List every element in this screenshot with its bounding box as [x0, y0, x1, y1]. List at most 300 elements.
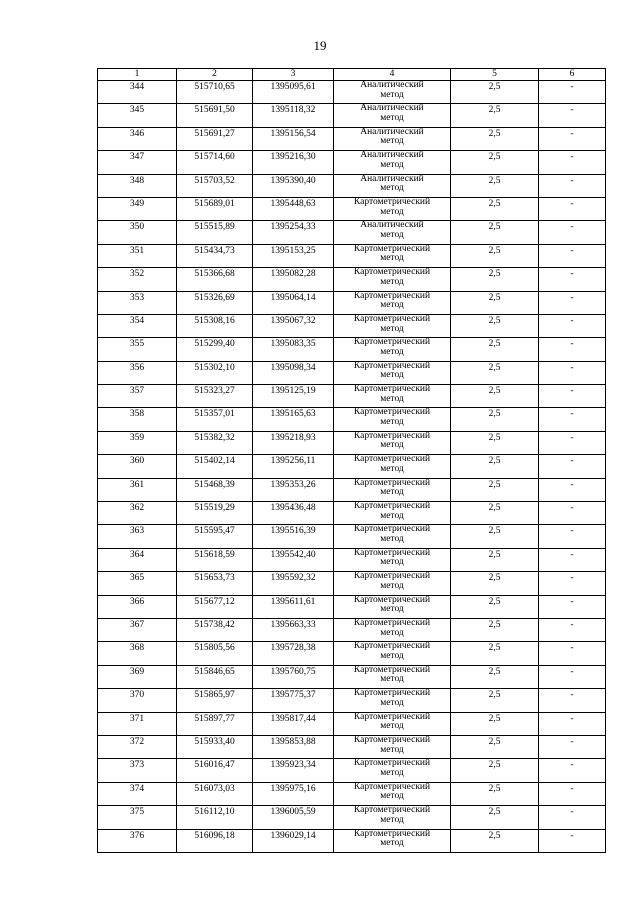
table-row: [98, 712, 606, 735]
point-number-cell: 348: [98, 174, 177, 197]
method-line-2: метод: [380, 627, 404, 638]
table-row: [98, 806, 606, 829]
y-coordinate-cell: 1395064,14: [253, 291, 334, 314]
method-line-1: Картометрический: [353, 267, 431, 278]
point-number-cell: 346: [98, 127, 177, 150]
table-row: [98, 314, 606, 337]
method-cell: [334, 268, 451, 291]
method-line-2: метод: [380, 323, 404, 334]
x-coordinate-cell: 515595,47: [177, 525, 253, 548]
x-coordinate-cell: 515714,60: [177, 151, 253, 174]
point-number-cell: 361: [98, 478, 177, 501]
table-row: [98, 431, 606, 454]
x-coordinate-cell: 515689,01: [177, 197, 253, 220]
method-cell: [334, 618, 451, 641]
table-row: [98, 595, 606, 618]
table-row: [98, 478, 606, 501]
table-row: [98, 361, 606, 384]
note-cell: -: [539, 455, 606, 478]
method-cell: [334, 244, 451, 267]
accuracy-cell: 2,5: [451, 361, 539, 384]
y-coordinate-cell: 1395165,63: [253, 408, 334, 431]
note-cell: -: [539, 548, 606, 571]
y-coordinate-cell: 1395353,26: [253, 478, 334, 501]
method-line-1: Аналитический: [360, 80, 424, 90]
method-line-2: метод: [380, 159, 404, 170]
method-cell: [334, 595, 451, 618]
method-cell: [334, 221, 451, 244]
method-line-1: Картометрический: [353, 430, 431, 441]
method-cell: [334, 104, 451, 127]
method-line-1: Картометрический: [353, 454, 431, 465]
table-row: [98, 572, 606, 595]
method-line-2: метод: [380, 229, 404, 240]
page-number: 19: [313, 38, 327, 53]
point-number-cell: 359: [98, 431, 177, 454]
note-cell: -: [539, 268, 606, 291]
column-header: 2: [177, 69, 253, 81]
point-number-cell: 357: [98, 385, 177, 408]
table-row: [98, 338, 606, 361]
method-line-2: метод: [380, 650, 404, 661]
accuracy-cell: 2,5: [451, 665, 539, 688]
table-row: [98, 782, 606, 805]
table-row: [98, 291, 606, 314]
accuracy-cell: 2,5: [451, 548, 539, 571]
y-coordinate-cell: 1395118,32: [253, 104, 334, 127]
y-coordinate-cell: 1395254,33: [253, 221, 334, 244]
y-coordinate-cell: 1395082,28: [253, 268, 334, 291]
note-cell: -: [539, 361, 606, 384]
method-line-1: Картометрический: [353, 734, 431, 745]
x-coordinate-cell: 515738,42: [177, 618, 253, 641]
note-cell: -: [539, 127, 606, 150]
method-line-2: метод: [380, 534, 404, 545]
column-header: 6: [539, 69, 606, 81]
method-cell: [334, 782, 451, 805]
y-coordinate-cell: 1395256,11: [253, 455, 334, 478]
method-cell: [334, 478, 451, 501]
method-line-2: метод: [380, 183, 404, 194]
method-cell: [334, 525, 451, 548]
method-line-1: Картометрический: [353, 781, 431, 792]
method-cell: [334, 642, 451, 665]
method-cell: [334, 502, 451, 525]
accuracy-cell: 2,5: [451, 712, 539, 735]
x-coordinate-cell: 515846,65: [177, 665, 253, 688]
x-coordinate-cell: 515434,73: [177, 244, 253, 267]
x-coordinate-cell: 515323,27: [177, 385, 253, 408]
note-cell: -: [539, 525, 606, 548]
accuracy-cell: 2,5: [451, 618, 539, 641]
point-number-cell: 353: [98, 291, 177, 314]
y-coordinate-cell: 1395853,88: [253, 735, 334, 758]
method-cell: [334, 361, 451, 384]
x-coordinate-cell: 515299,40: [177, 338, 253, 361]
method-line-2: метод: [380, 206, 404, 217]
method-line-2: метод: [380, 393, 404, 404]
method-cell: [334, 665, 451, 688]
point-number-cell: 356: [98, 361, 177, 384]
accuracy-cell: 2,5: [451, 314, 539, 337]
x-coordinate-cell: 515897,77: [177, 712, 253, 735]
y-coordinate-cell: 1395448,63: [253, 197, 334, 220]
accuracy-cell: 2,5: [451, 151, 539, 174]
method-line-2: метод: [380, 370, 404, 381]
column-header: 5: [451, 69, 539, 81]
method-line-2: метод: [380, 136, 404, 147]
accuracy-cell: 2,5: [451, 291, 539, 314]
method-line-1: Картометрический: [353, 313, 431, 324]
x-coordinate-cell: 515691,50: [177, 104, 253, 127]
point-number-cell: 360: [98, 455, 177, 478]
y-coordinate-cell: 1396029,14: [253, 829, 334, 852]
method-line-1: Картометрический: [353, 758, 431, 769]
y-coordinate-cell: 1395663,33: [253, 618, 334, 641]
accuracy-cell: 2,5: [451, 221, 539, 244]
method-line-2: метод: [380, 814, 404, 825]
accuracy-cell: 2,5: [451, 455, 539, 478]
x-coordinate-cell: 516112,10: [177, 806, 253, 829]
point-number-cell: 345: [98, 104, 177, 127]
table-row: [98, 502, 606, 525]
table-row: [98, 221, 606, 244]
method-cell: [334, 385, 451, 408]
note-cell: -: [539, 595, 606, 618]
y-coordinate-cell: 1395390,40: [253, 174, 334, 197]
x-coordinate-cell: 515933,40: [177, 735, 253, 758]
accuracy-cell: 2,5: [451, 338, 539, 361]
accuracy-cell: 2,5: [451, 829, 539, 852]
x-coordinate-cell: 515515,89: [177, 221, 253, 244]
method-line-2: метод: [380, 557, 404, 568]
method-line-1: Картометрический: [353, 243, 431, 254]
note-cell: -: [539, 338, 606, 361]
table-row: [98, 759, 606, 782]
accuracy-cell: 2,5: [451, 268, 539, 291]
accuracy-cell: 2,5: [451, 689, 539, 712]
method-cell: [334, 759, 451, 782]
accuracy-cell: 2,5: [451, 595, 539, 618]
method-line-1: Картометрический: [353, 477, 431, 488]
point-number-cell: 367: [98, 618, 177, 641]
note-cell: -: [539, 408, 606, 431]
method-line-1: Картометрический: [353, 547, 431, 558]
y-coordinate-cell: 1395218,93: [253, 431, 334, 454]
note-cell: -: [539, 829, 606, 852]
method-line-2: метод: [380, 253, 404, 264]
table-row: [98, 618, 606, 641]
y-coordinate-cell: 1395067,32: [253, 314, 334, 337]
note-cell: -: [539, 104, 606, 127]
accuracy-cell: 2,5: [451, 735, 539, 758]
accuracy-cell: 2,5: [451, 174, 539, 197]
method-cell: [334, 81, 451, 104]
y-coordinate-cell: 1395436,48: [253, 502, 334, 525]
column-header: 1: [98, 69, 177, 81]
accuracy-cell: 2,5: [451, 572, 539, 595]
table-row: [98, 268, 606, 291]
method-line-2: метод: [380, 580, 404, 591]
table-body: [98, 81, 606, 853]
note-cell: -: [539, 431, 606, 454]
method-cell: [334, 689, 451, 712]
note-cell: -: [539, 712, 606, 735]
note-cell: -: [539, 572, 606, 595]
accuracy-cell: 2,5: [451, 385, 539, 408]
y-coordinate-cell: 1395592,32: [253, 572, 334, 595]
point-number-cell: 370: [98, 689, 177, 712]
y-coordinate-cell: 1395216,30: [253, 151, 334, 174]
method-cell: [334, 548, 451, 571]
accuracy-cell: 2,5: [451, 81, 539, 104]
note-cell: -: [539, 151, 606, 174]
note-cell: -: [539, 665, 606, 688]
method-cell: [334, 572, 451, 595]
method-cell: [334, 431, 451, 454]
method-line-2: метод: [380, 721, 404, 732]
accuracy-cell: 2,5: [451, 759, 539, 782]
x-coordinate-cell: 515382,32: [177, 431, 253, 454]
method-line-1: Аналитический: [360, 220, 424, 231]
method-cell: [334, 408, 451, 431]
method-line-1: Картометрический: [353, 360, 431, 371]
method-line-2: метод: [380, 487, 404, 498]
method-line-1: Картометрический: [353, 384, 431, 395]
point-number-cell: 354: [98, 314, 177, 337]
method-line-1: Картометрический: [353, 290, 431, 301]
point-number-cell: 376: [98, 829, 177, 852]
table-row: [98, 385, 606, 408]
column-header: 4: [334, 69, 451, 81]
table-row: [98, 151, 606, 174]
point-number-cell: 366: [98, 595, 177, 618]
method-cell: [334, 829, 451, 852]
method-line-1: Аналитический: [360, 103, 424, 114]
method-cell: [334, 151, 451, 174]
table-row: [98, 104, 606, 127]
x-coordinate-cell: 515519,29: [177, 502, 253, 525]
x-coordinate-cell: 515366,68: [177, 268, 253, 291]
point-number-cell: 347: [98, 151, 177, 174]
method-cell: [334, 735, 451, 758]
note-cell: -: [539, 314, 606, 337]
x-coordinate-cell: 515308,16: [177, 314, 253, 337]
point-number-cell: 364: [98, 548, 177, 571]
y-coordinate-cell: 1395095,61: [253, 81, 334, 104]
y-coordinate-cell: 1395156,54: [253, 127, 334, 150]
note-cell: -: [539, 478, 606, 501]
point-number-cell: 372: [98, 735, 177, 758]
point-number-cell: 375: [98, 806, 177, 829]
accuracy-cell: 2,5: [451, 431, 539, 454]
method-line-2: метод: [380, 510, 404, 521]
note-cell: -: [539, 385, 606, 408]
table-header-row: [98, 69, 606, 81]
method-line-1: Картометрический: [353, 524, 431, 535]
method-line-1: Картометрический: [353, 571, 431, 582]
method-line-1: Аналитический: [360, 150, 424, 161]
y-coordinate-cell: 1395516,39: [253, 525, 334, 548]
method-line-1: Картометрический: [353, 594, 431, 605]
note-cell: -: [539, 782, 606, 805]
point-number-cell: 365: [98, 572, 177, 595]
table-row: [98, 408, 606, 431]
y-coordinate-cell: 1395125,19: [253, 385, 334, 408]
method-line-1: Картометрический: [353, 828, 431, 839]
table-row: [98, 197, 606, 220]
table-row: [98, 174, 606, 197]
accuracy-cell: 2,5: [451, 104, 539, 127]
method-line-1: Картометрический: [353, 196, 431, 207]
note-cell: -: [539, 174, 606, 197]
method-line-2: метод: [380, 112, 404, 123]
note-cell: -: [539, 735, 606, 758]
table-row: [98, 548, 606, 571]
method-line-1: Аналитический: [360, 126, 424, 137]
accuracy-cell: 2,5: [451, 127, 539, 150]
y-coordinate-cell: 1395098,34: [253, 361, 334, 384]
note-cell: -: [539, 689, 606, 712]
accuracy-cell: 2,5: [451, 197, 539, 220]
x-coordinate-cell: 515710,65: [177, 81, 253, 104]
y-coordinate-cell: 1395817,44: [253, 712, 334, 735]
accuracy-cell: 2,5: [451, 782, 539, 805]
y-coordinate-cell: 1395542,40: [253, 548, 334, 571]
point-number-cell: 371: [98, 712, 177, 735]
point-number-cell: 355: [98, 338, 177, 361]
note-cell: -: [539, 221, 606, 244]
point-number-cell: 358: [98, 408, 177, 431]
method-line-2: метод: [380, 838, 404, 849]
y-coordinate-cell: 1395923,34: [253, 759, 334, 782]
point-number-cell: 351: [98, 244, 177, 267]
method-line-2: метод: [380, 604, 404, 615]
accuracy-cell: 2,5: [451, 502, 539, 525]
point-number-cell: 368: [98, 642, 177, 665]
table-row: [98, 689, 606, 712]
method-line-1: Картометрический: [353, 501, 431, 512]
method-cell: [334, 338, 451, 361]
method-line-1: Картометрический: [353, 664, 431, 675]
method-line-2: метод: [380, 346, 404, 357]
note-cell: -: [539, 291, 606, 314]
y-coordinate-cell: 1395083,35: [253, 338, 334, 361]
accuracy-cell: 2,5: [451, 408, 539, 431]
note-cell: -: [539, 806, 606, 829]
table-row: [98, 127, 606, 150]
note-cell: -: [539, 618, 606, 641]
x-coordinate-cell: 515865,97: [177, 689, 253, 712]
point-number-cell: 369: [98, 665, 177, 688]
x-coordinate-cell: 516096,18: [177, 829, 253, 852]
method-cell: [334, 712, 451, 735]
accuracy-cell: 2,5: [451, 525, 539, 548]
accuracy-cell: 2,5: [451, 642, 539, 665]
method-line-1: Картометрический: [353, 805, 431, 816]
y-coordinate-cell: 1395728,38: [253, 642, 334, 665]
y-coordinate-cell: 1395611,61: [253, 595, 334, 618]
table-row: [98, 642, 606, 665]
accuracy-cell: 2,5: [451, 478, 539, 501]
method-line-2: метод: [380, 276, 404, 287]
x-coordinate-cell: 516073,03: [177, 782, 253, 805]
method-cell: [334, 174, 451, 197]
method-cell: [334, 806, 451, 829]
x-coordinate-cell: 515468,39: [177, 478, 253, 501]
point-number-cell: 363: [98, 525, 177, 548]
table-row: [98, 829, 606, 852]
accuracy-cell: 2,5: [451, 806, 539, 829]
note-cell: -: [539, 759, 606, 782]
point-number-cell: 373: [98, 759, 177, 782]
method-line-2: метод: [380, 300, 404, 311]
x-coordinate-cell: 515805,56: [177, 642, 253, 665]
point-number-cell: 362: [98, 502, 177, 525]
method-line-2: метод: [380, 767, 404, 778]
x-coordinate-cell: 515618,59: [177, 548, 253, 571]
method-line-1: Аналитический: [360, 173, 424, 184]
point-number-cell: 352: [98, 268, 177, 291]
x-coordinate-cell: 515691,27: [177, 127, 253, 150]
coordinates-table: [97, 68, 606, 853]
method-line-2: метод: [380, 89, 404, 100]
accuracy-cell: 2,5: [451, 244, 539, 267]
x-coordinate-cell: 516016,47: [177, 759, 253, 782]
method-cell: [334, 197, 451, 220]
method-cell: [334, 314, 451, 337]
table-row: [98, 525, 606, 548]
method-line-2: метод: [380, 744, 404, 755]
method-cell: [334, 455, 451, 478]
x-coordinate-cell: 515677,12: [177, 595, 253, 618]
table-row: [98, 81, 606, 104]
method-line-2: метод: [380, 697, 404, 708]
note-cell: -: [539, 502, 606, 525]
method-line-1: Картометрический: [353, 617, 431, 628]
method-line-2: метод: [380, 440, 404, 451]
point-number-cell: 349: [98, 197, 177, 220]
y-coordinate-cell: 1395760,75: [253, 665, 334, 688]
x-coordinate-cell: 515357,01: [177, 408, 253, 431]
method-line-1: Картометрический: [353, 641, 431, 652]
method-line-1: Картометрический: [353, 711, 431, 722]
method-cell: [334, 291, 451, 314]
point-number-cell: 350: [98, 221, 177, 244]
point-number-cell: 344: [98, 81, 177, 104]
method-line-1: Картометрический: [353, 407, 431, 418]
note-cell: -: [539, 81, 606, 104]
y-coordinate-cell: 1395975,16: [253, 782, 334, 805]
note-cell: -: [539, 244, 606, 267]
x-coordinate-cell: 515402,14: [177, 455, 253, 478]
table-row: [98, 735, 606, 758]
x-coordinate-cell: 515703,52: [177, 174, 253, 197]
note-cell: -: [539, 642, 606, 665]
method-line-2: метод: [380, 674, 404, 685]
method-line-2: метод: [380, 791, 404, 802]
method-line-2: метод: [380, 463, 404, 474]
y-coordinate-cell: 1396005,59: [253, 806, 334, 829]
method-line-1: Картометрический: [353, 688, 431, 699]
x-coordinate-cell: 515653,73: [177, 572, 253, 595]
table-row: [98, 665, 606, 688]
method-line-1: Картометрический: [353, 337, 431, 348]
y-coordinate-cell: 1395153,25: [253, 244, 334, 267]
note-cell: -: [539, 197, 606, 220]
table-row: [98, 455, 606, 478]
method-line-2: метод: [380, 417, 404, 428]
